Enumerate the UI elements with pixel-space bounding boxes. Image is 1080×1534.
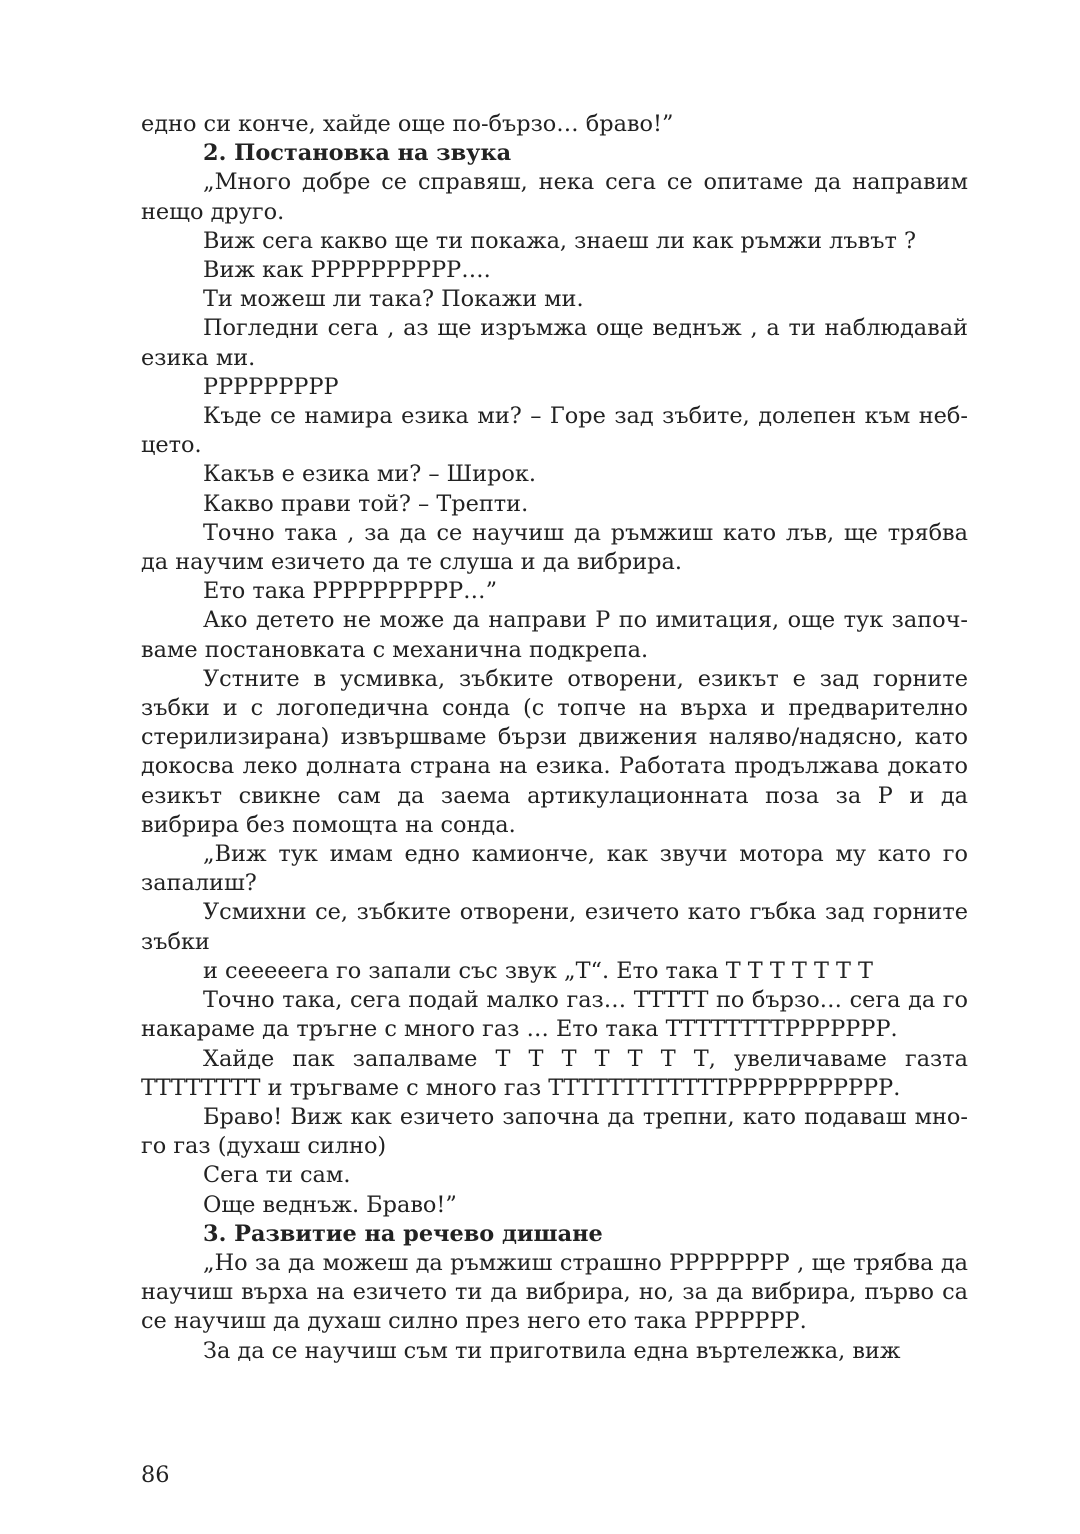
paragraph: Точно така, сега подай малко газ… ТТТТТ по бързо… сега да го накараме да тръгне с много газ … Ето така ТТТТТТТТРРРРРРР. xyxy=(141,987,968,1043)
paragraph: Какъв е езика ми? – Широк. xyxy=(203,461,537,488)
paragraph: РРРРРРРРР xyxy=(203,373,339,400)
paragraph: За да се научиш съм ти приготвила една въртележка, виж xyxy=(203,1337,901,1364)
paragraph: Ако детето не може да направи Р по имитация, още тук започваме постановката с механична подкрепа. xyxy=(141,607,968,663)
paragraph: Къде се намира езика ми? – Горе зад зъбите, долепен към небцето. xyxy=(141,403,968,459)
paragraph: „Много добре се справяш, нека сега се опитаме да направим нещо друго. xyxy=(141,169,968,225)
page-body xyxy=(141,110,968,1366)
paragraph: Какво прави той? – Трепти. xyxy=(203,490,529,517)
paragraph: едно си конче, хайде още по-бързо… браво!” xyxy=(141,111,674,137)
paragraph: Устните в усмивка, зъбките отворени, езикът е зад горните зъбки и с логопедична сонда (с топче на върха и предварително стерилизирана) извършваме бързи движения наляво/надясно, като докосва леко долната страна на езика. Работата продължава докато езикът свикне сам да заема артикулационната поза за Р и да вибрира без помощта на сонда. xyxy=(141,665,968,838)
paragraph: „Но за да можеш да ръмжиш страшно РРРРРРРР , ще трябва да научиш върха на езичето ти да вибрира, но, за да вибрира, първо са се научиш да духаш силно през него ето така РРРРРРР. xyxy=(141,1249,968,1335)
paragraph: Още веднъж. Браво!” xyxy=(203,1191,457,1218)
paragraph: Хайде пак запалваме Т Т Т Т Т Т Т, увеличаваме газта ТТТТТТТТ и тръгваме с много газ ТТТТТТТТТТТТРРРРРРРРРРР. xyxy=(141,1045,968,1101)
paragraph: Ето така РРРРРРРРРР…” xyxy=(203,578,498,605)
page-number: 86 xyxy=(141,1462,170,1488)
paragraph: Погледни сега , аз ще изръмжа още веднъж , а ти наблюдавай езика ми. xyxy=(141,315,968,371)
paragraph: Виж как РРРРРРРРРР…. xyxy=(203,257,491,284)
paragraph: Ти можеш ли така? Покажи ми. xyxy=(203,286,584,313)
paragraph: Точно така , за да се научиш да ръмжиш като лъв, ще трябва да научим езичето да те слуша и да вибрира. xyxy=(141,519,968,576)
paragraph: Сега ти сам. xyxy=(203,1162,351,1189)
paragraph: и сееееега го запали със звук „Т“. Ето така Т Т Т Т Т Т Т xyxy=(203,957,873,984)
paragraph: „Виж тук имам едно камионче, как звучи мотора му като го запалиш? xyxy=(141,841,968,897)
paragraph: Браво! Виж как езичето започна да трепни, като подаваш много газ (духаш силно) xyxy=(141,1103,968,1160)
paragraph: Виж сега какво ще ти покажа, знаеш ли как ръмжи лъвът ? xyxy=(203,227,917,254)
paragraph: Усмихни се, зъбките отворени, езичето като гъбка зад горните зъбки xyxy=(141,899,968,955)
section-heading: 3. Развитие на речево дишане xyxy=(203,1220,603,1247)
section-heading: 2. Постановка на звука xyxy=(203,140,512,167)
